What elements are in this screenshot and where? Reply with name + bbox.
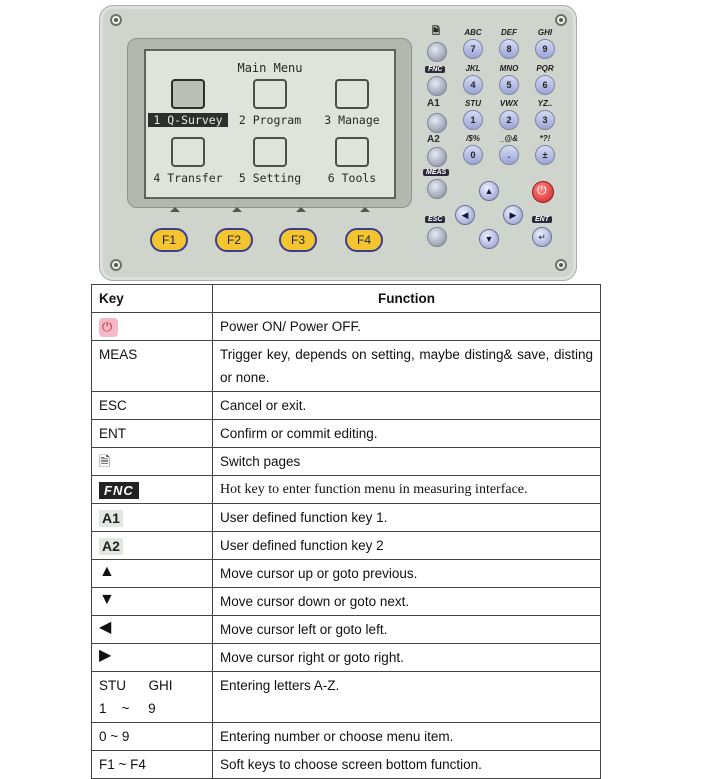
table-row [92, 532, 601, 560]
key-cell: 0 ~ 9 [92, 723, 213, 751]
table-row [92, 313, 601, 341]
ent-tag: ENT [532, 216, 552, 223]
function-cell: Move cursor right or goto right. [213, 644, 601, 672]
up-arrow-icon: ▲ [92, 560, 213, 588]
right-arrow-icon: ▶ [92, 644, 213, 672]
user1-icon: A1 [427, 98, 440, 109]
screw-icon [555, 14, 567, 26]
table-row [92, 616, 601, 644]
table-row [92, 560, 601, 588]
key-cell [92, 448, 213, 476]
caret-up-icon [232, 207, 242, 212]
key-function-table [91, 284, 601, 779]
table-row [92, 588, 601, 616]
program-icon [253, 79, 287, 109]
menu-item-tools[interactable]: 6 Tools [312, 137, 392, 185]
key-8[interactable]: 8 [499, 39, 519, 59]
esc-key[interactable] [427, 227, 447, 247]
f4-key[interactable]: F4 [345, 228, 383, 252]
key-letters-vwx: VWX [499, 99, 519, 108]
screw-icon [110, 14, 122, 26]
menu-item-setting[interactable]: 5 Setting [230, 137, 310, 185]
screw-icon [555, 259, 567, 271]
transfer-icon [171, 137, 205, 167]
key-letters-symbols-3: *?! [539, 134, 551, 143]
table-header-row [92, 285, 601, 313]
meas-tag: MEAS [423, 169, 449, 176]
header-key: Key [92, 285, 213, 313]
user2-icon: A2 [427, 134, 440, 145]
key-cell: ENT [92, 420, 213, 448]
table-row [92, 672, 601, 723]
left-arrow-icon: ◀ [92, 616, 213, 644]
key-1[interactable]: 1 [463, 110, 483, 130]
key-letters-abc: ABC [464, 28, 482, 37]
function-cell: Entering number or choose menu item. [213, 723, 601, 751]
key-letters-jkl: JKL [465, 64, 481, 73]
key-letters-symbols-1: /$% [466, 134, 480, 143]
menu-item-manage[interactable]: 3 Manage [312, 79, 392, 127]
function-cell: Move cursor down or goto next. [213, 588, 601, 616]
table-row [92, 341, 601, 392]
key-letters-def: DEF [501, 28, 517, 37]
screen-title: Main Menu [237, 61, 303, 75]
down-arrow-icon: ▼ [92, 588, 213, 616]
key-cell: F1 ~ F4 [92, 751, 213, 779]
function-cell: Power ON/ Power OFF. [213, 313, 601, 341]
key-0[interactable]: 0 [463, 145, 483, 165]
screw-icon [110, 259, 122, 271]
power-key[interactable] [532, 181, 554, 203]
lcd-screen [144, 49, 396, 199]
key-cell: ESC [92, 392, 213, 420]
page-icon: 🗎 [432, 26, 441, 37]
function-cell: Cancel or exit. [213, 392, 601, 420]
f2-key[interactable]: F2 [215, 228, 253, 252]
meas-key[interactable] [427, 179, 447, 199]
table-row [92, 448, 601, 476]
caret-up-icon [170, 207, 180, 212]
menu-item-program[interactable]: 2 Program [230, 79, 310, 127]
key-cell [92, 504, 213, 532]
function-cell: Trigger key, depends on setting, maybe disting& save, disting or none. [213, 341, 601, 392]
key-4[interactable]: 4 [463, 75, 483, 95]
table-row [92, 504, 601, 532]
function-cell: Switch pages [213, 448, 601, 476]
key-letters-ghi: GHI [537, 28, 553, 37]
key-dot[interactable]: . [499, 145, 519, 165]
caret-up-icon [360, 207, 370, 212]
function-cell: Hot key to enter function menu in measuring interface. [213, 476, 601, 504]
key-cell [92, 532, 213, 560]
user1-key[interactable] [427, 113, 447, 133]
key-cell [92, 672, 213, 723]
user1-icon: A1 [99, 510, 123, 527]
user2-key[interactable] [427, 147, 447, 167]
key-cell [92, 476, 213, 504]
fnc-tag: FNC [425, 66, 445, 73]
folder-icon [335, 79, 369, 109]
letters-key-line2: 1 ~ 9 [99, 701, 156, 716]
user2-icon: A2 [99, 538, 123, 555]
ent-key[interactable]: ↵ [532, 227, 552, 247]
table-row [92, 420, 601, 448]
key-letters-symbols-2: _@& [499, 134, 519, 143]
key-5[interactable]: 5 [499, 75, 519, 95]
fnc-icon: FNC [99, 482, 139, 499]
function-cell: Entering letters A-Z. [213, 672, 601, 723]
key-cell [92, 313, 213, 341]
function-cell: User defined function key 2 [213, 532, 601, 560]
key-letters-stu: STU [465, 99, 481, 108]
key-letters-mno: MNO [499, 64, 519, 73]
key-letters-yz: YZ.. [537, 99, 553, 108]
header-function: Function [213, 285, 601, 313]
f1-key[interactable]: F1 [150, 228, 188, 252]
menu-item-q-survey[interactable]: 1 Q-Survey [148, 79, 228, 127]
page-icon: 🗎 [99, 453, 111, 469]
f3-key[interactable]: F3 [279, 228, 317, 252]
function-cell: Confirm or commit editing. [213, 420, 601, 448]
tools-icon [335, 137, 369, 167]
power-icon [99, 318, 118, 337]
down-arrow-key[interactable]: ▼ [479, 229, 499, 249]
key-plusminus[interactable]: ± [535, 145, 555, 165]
key-letters-pqr: PQR [536, 64, 554, 73]
function-cell: User defined function key 1. [213, 504, 601, 532]
key-cell: MEAS [92, 341, 213, 392]
device-photo [99, 5, 577, 281]
fnc-key[interactable] [427, 76, 447, 96]
table-row [92, 644, 601, 672]
key-7[interactable]: 7 [463, 39, 483, 59]
menu-item-transfer[interactable]: 4 Transfer [148, 137, 228, 185]
key-3[interactable]: 3 [535, 110, 555, 130]
function-cell: Move cursor left or goto left. [213, 616, 601, 644]
key-2[interactable]: 2 [499, 110, 519, 130]
key-6[interactable]: 6 [535, 75, 555, 95]
softkey-markers [170, 207, 390, 215]
left-arrow-key[interactable]: ◀ [455, 205, 475, 225]
page-key[interactable] [427, 42, 447, 62]
function-cell: Move cursor up or goto previous. [213, 560, 601, 588]
key-9[interactable]: 9 [535, 39, 555, 59]
table-row [92, 476, 601, 504]
gear-icon [253, 137, 287, 167]
caret-up-icon [296, 207, 306, 212]
esc-tag: ESC [425, 216, 445, 223]
function-cell: Soft keys to choose screen bottom function. [213, 751, 601, 779]
letters-key-line1: STU GHI [99, 678, 173, 693]
up-arrow-key[interactable]: ▲ [479, 181, 499, 201]
total-station-icon [171, 79, 205, 109]
table-row [92, 392, 601, 420]
screen-bezel [127, 38, 412, 208]
table-row [92, 751, 601, 779]
right-arrow-key[interactable]: ▶ [503, 205, 523, 225]
